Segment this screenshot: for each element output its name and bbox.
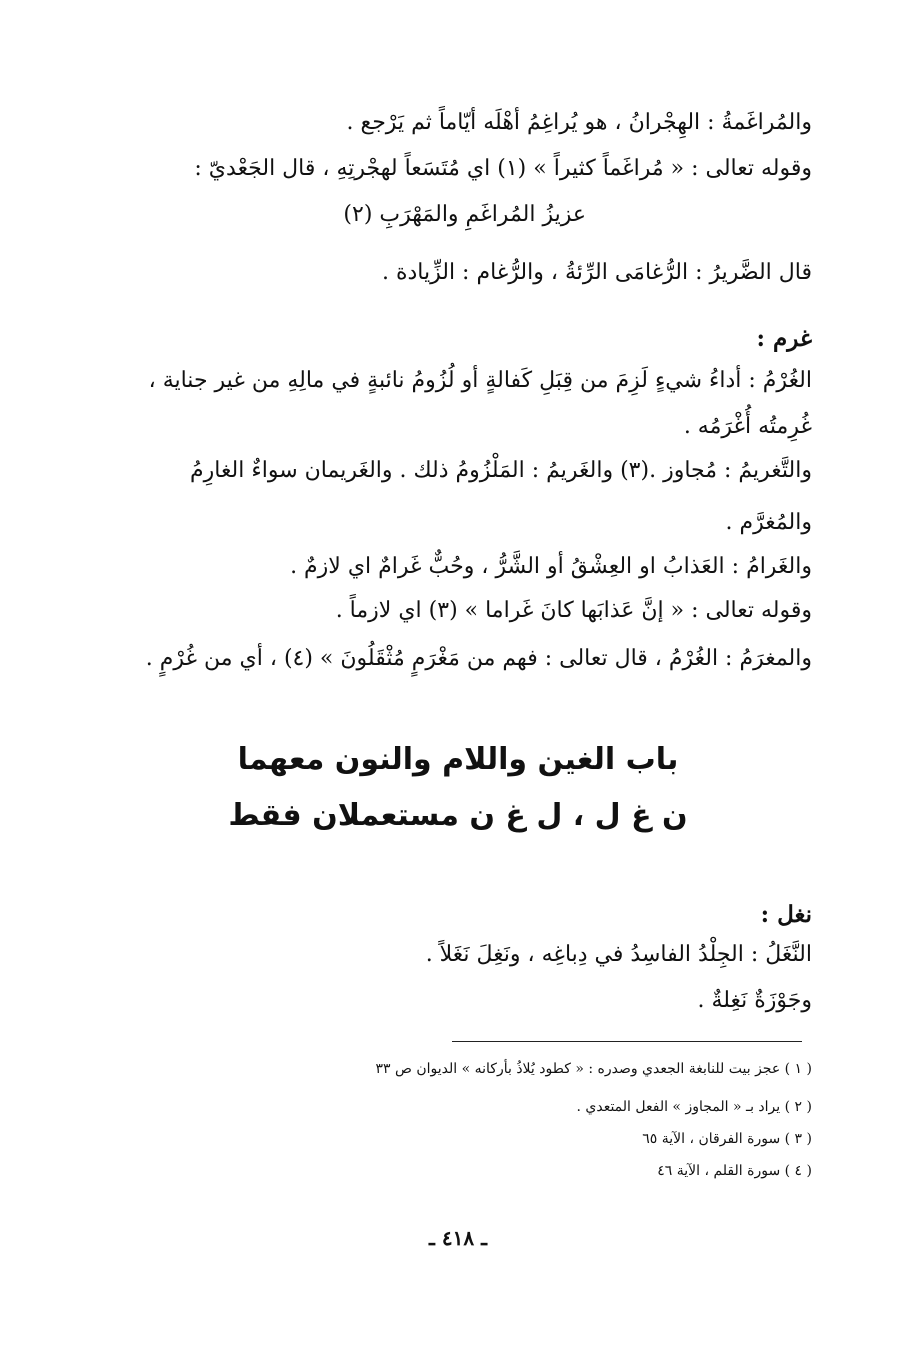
page-number: ـ ٤١٨ ـ xyxy=(429,1226,487,1250)
text-line: والغَرامُ : العَذابُ او العِشْقُ أو الشَّرُّ ، وحُبٌّ غَرامٌ اي لازمٌ . xyxy=(290,554,812,579)
verse-line: عزيزُ المُراغَمِ والمَهْرَبِ (٢) xyxy=(343,202,586,227)
entry-heading: غرم : xyxy=(756,325,812,352)
text-line: قال الضَّريرُ : الرُّغامَى الرِّئةُ ، والرُّغام : الزِّيادة . xyxy=(381,260,812,285)
text-line: غُرِمتُه أُغْرَمُه . xyxy=(683,414,812,439)
footnote: ( ٤ ) سورة القلم ، الآية ٤٦ xyxy=(657,1163,812,1179)
footnote: ( ٣ ) سورة الفرقان ، الآية ٦٥ xyxy=(642,1131,812,1147)
text-line: وقوله تعالى : « إنَّ عَذابَها كانَ غَراما » (٣) اي لازماً . xyxy=(335,598,812,623)
text-line: الغُرْمُ : أداءُ شيءٍ لَزِمَ من قِبَلِ كَفالةٍ أو لُزُومُ نائبةٍ في مالِهِ من غير جناية ، xyxy=(148,368,812,393)
text-line: وجَوْزَةٌ نَغِلةٌ . xyxy=(697,988,812,1013)
text-line: والمغرَمُ : الغُرْمُ ، قال تعالى : فهم من مَغْرَمٍ مُثْقَلُونَ » (٤) ، أي من غُرْمٍ . xyxy=(145,646,812,671)
chapter-title-line-1: باب الغين واللام والنون معهما xyxy=(237,742,679,777)
footnote-divider xyxy=(452,1041,802,1042)
footnote: ( ٢ ) يراد بـ « المجاوز » الفعل المتعدي . xyxy=(576,1099,812,1115)
footnote: ( ١ ) عجز بيت للنابغة الجعدي وصدره : « كطود يُلاذُ بأركانه » الديوان ص ٣٣ xyxy=(375,1061,812,1077)
text-line: والتَّغريمُ : مُجاوز .(٣) والغَريمُ : المَلْزُومُ ذلك . والغَريمان سواءٌ الغارِمُ xyxy=(190,458,812,483)
text-line: وقوله تعالى : « مُراغَماً كثيراً » (١) اي مُتَسَعاً لهجْرتِهِ ، قال الجَعْديّ : xyxy=(194,156,812,181)
text-line: والمُراغَمةُ : الهِجْرانُ ، هو يُراغِمُ أهْلَه أيّاماً ثم يَرْجع . xyxy=(346,110,812,135)
text-line: والمُغرَّم . xyxy=(725,510,812,535)
entry-heading: نغل : xyxy=(760,901,812,928)
text-line: النَّغَلُ : الجِلْدُ الفاسِدُ في دِباغِه ، ونَغِلَ نَغَلاً . xyxy=(425,942,812,967)
chapter-title-line-2: ن غ ل ، ل غ ن مستعملان فقط xyxy=(228,798,688,833)
